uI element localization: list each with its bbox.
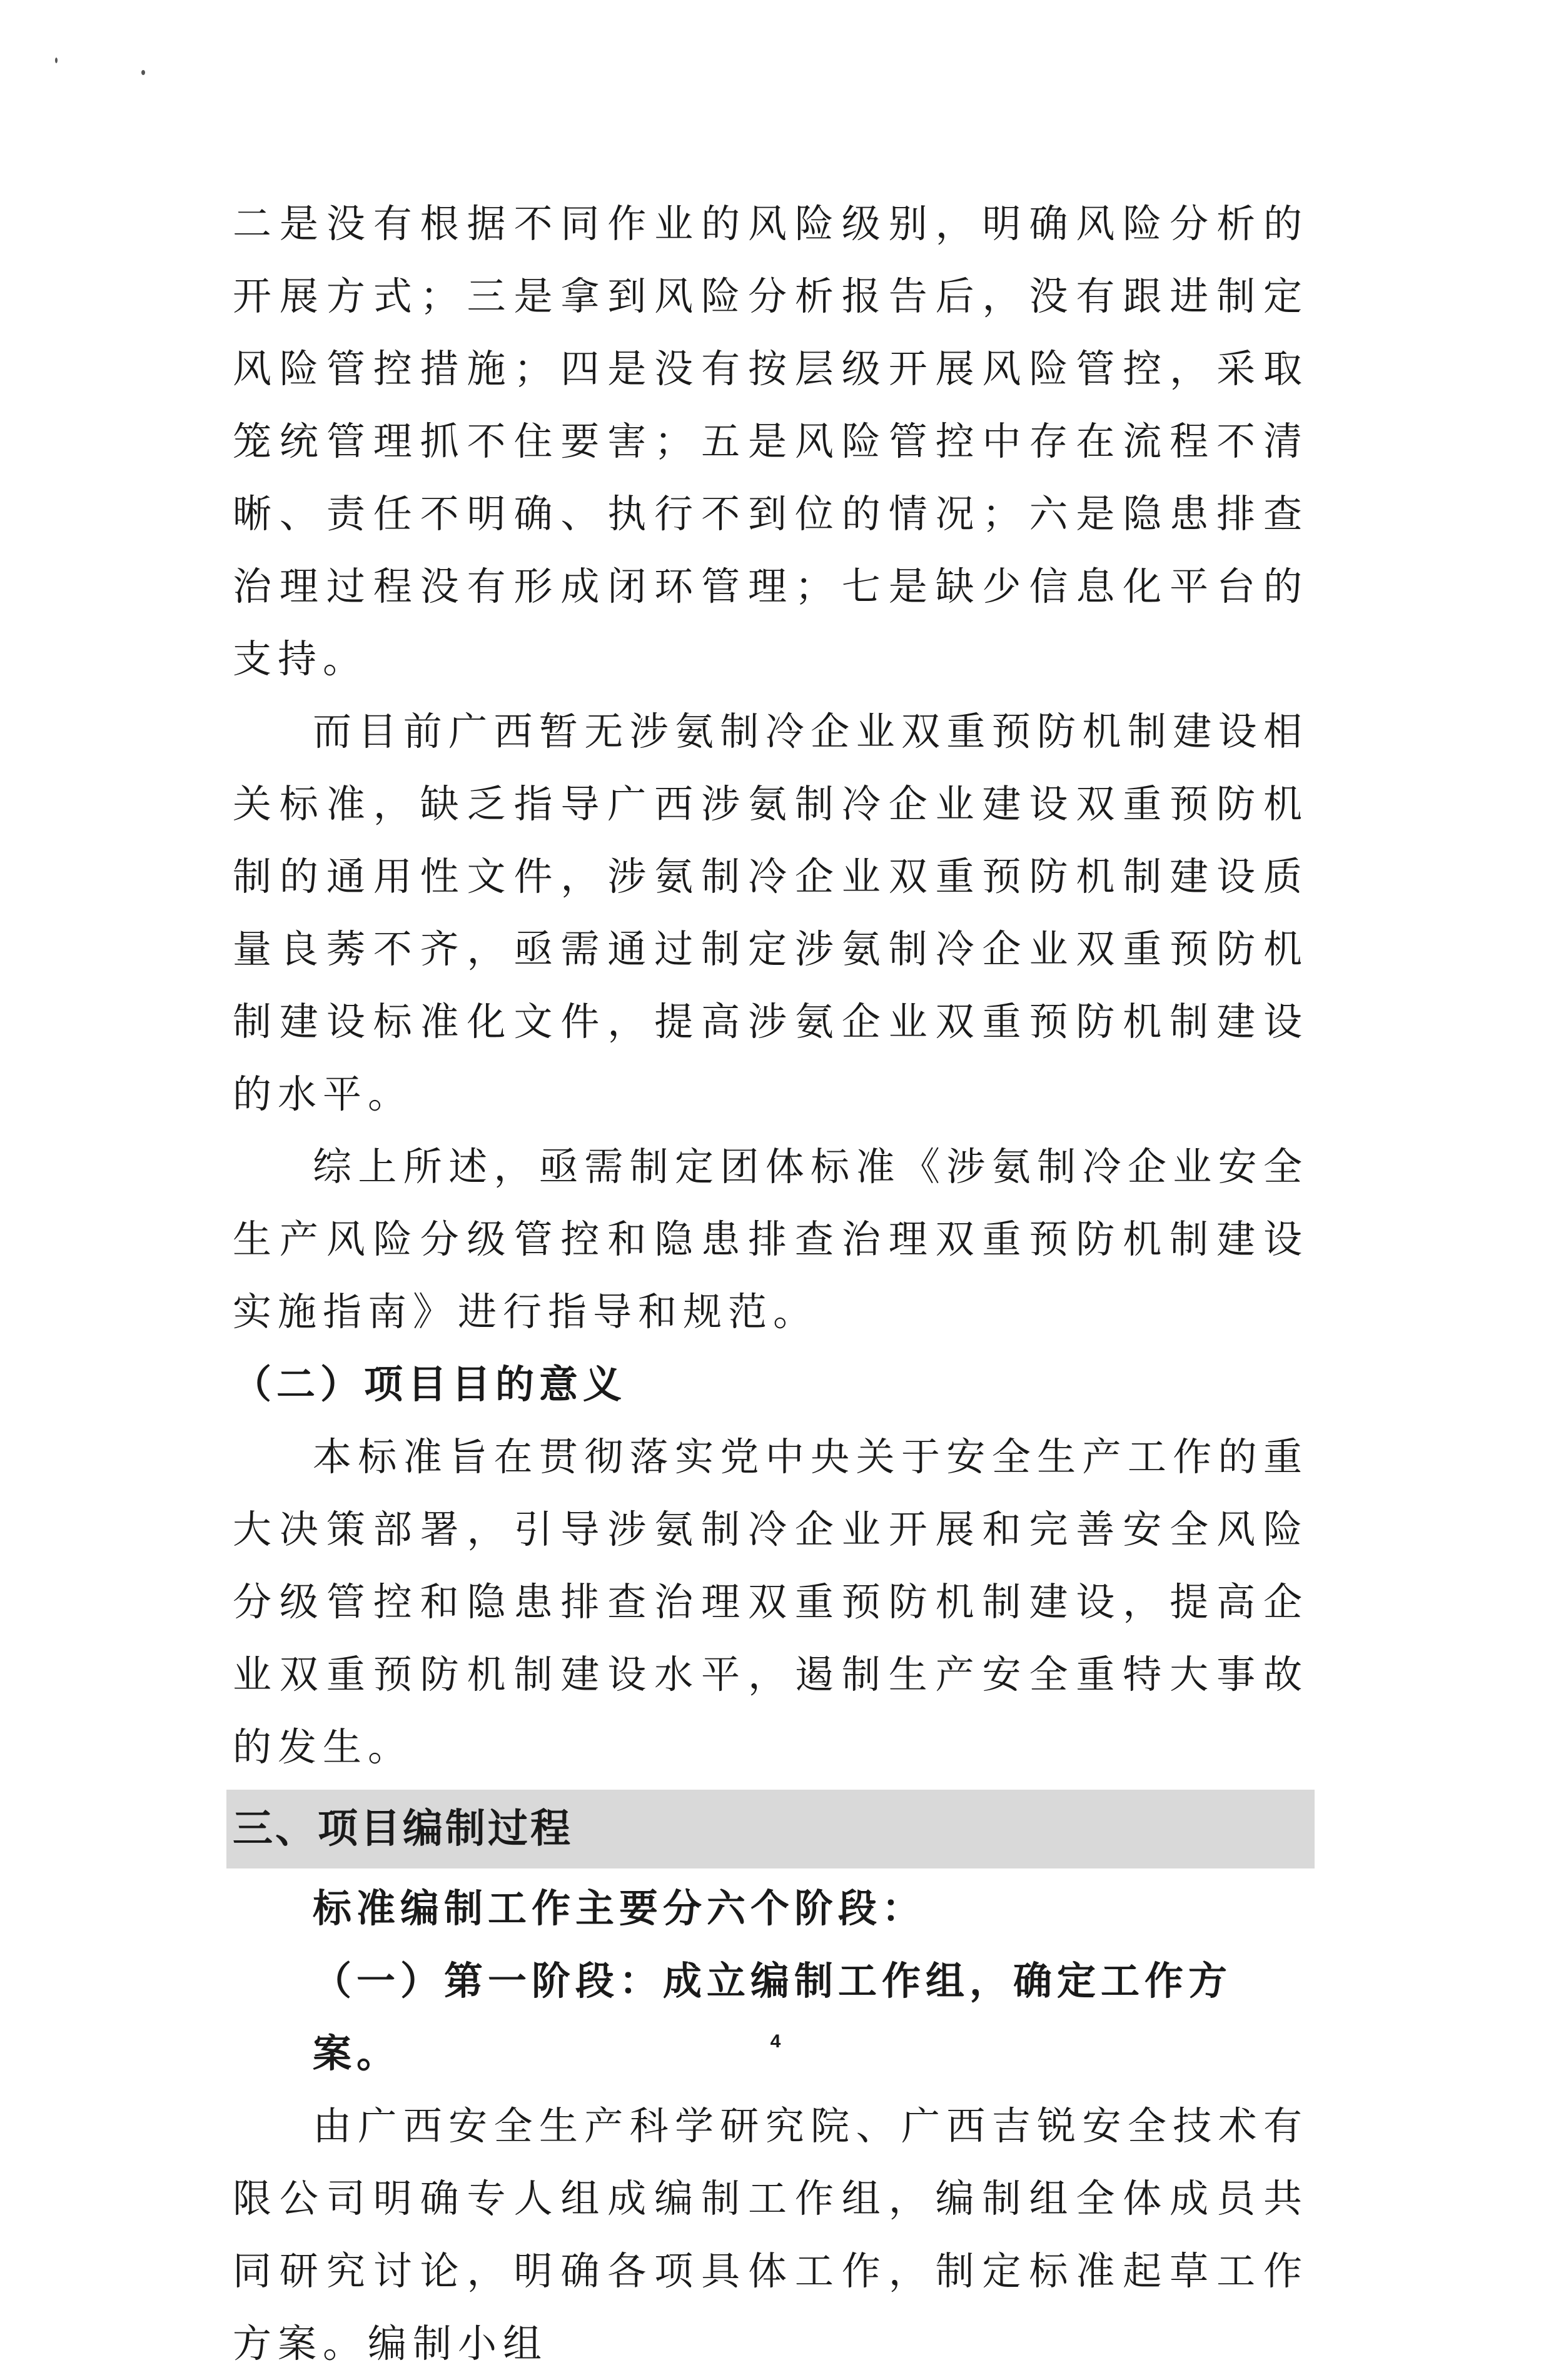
stage-1-heading: （一）第一阶段：成立编制工作组，确定工作方案。 (313, 1958, 1233, 2076)
paragraph-standard-gap: 而目前广西暂无涉氨制冷企业双重预防机制建设相关标准，缺乏指导广西涉氨制冷企业建设双重预防机制的通用性文件，涉氨制冷企业双重预防机制建设质量良莠不齐，亟需通过制定涉氨制冷企业双重预防机制建设标准化文件，提高涉氨企业双重预防机制建设的水平。 (233, 708, 1308, 1117)
section-heading-process: 三、项目编制过程 (226, 1790, 1315, 1868)
paragraph-stage-1: 由广西安全生产科学研究院、广西吉锐安全技术有限公司明确专人组成编制工作组，编制组全体成员共同研究讨论，明确各项具体工作，制定标准起草工作方案。编制小组 (233, 2103, 1308, 2366)
paragraph-purpose: 本标准旨在贯彻落实党中央关于安全生产工作的重大决策部署，引导涉氨制冷企业开展和完善安全风险分级管控和隐患排查治理双重预防机制建设，提高企业双重预防机制建设水平，遏制生产安全重特大事故的发生。 (233, 1434, 1308, 1770)
paragraph-problems: 二是没有根据不同作业的风险级别，明确风险分析的开展方式；三是拿到风险分析报告后，没有跟进制定风险管控措施；四是没有按层级开展风险管控，采取笼统管理抓不住要害；五是风险管控中存在流程不清晰、责任不明确、执行不到位的情况；六是隐患排查治理过程没有形成闭环管理；七是缺少信息化平台的支持。 (233, 201, 1308, 682)
paragraph-summary: 综上所述，亟需制定团体标准《涉氨制冷企业安全生产风险分级管控和隐患排查治理双重预防机制建设实施指南》进行指导和规范。 (233, 1144, 1308, 1334)
scan-speck (141, 70, 145, 75)
stages-intro: 标准编制工作主要分六个阶段： (313, 1885, 926, 1931)
subsection-heading-purpose: （二）项目目的意义 (233, 1361, 627, 1407)
scan-speck (55, 58, 58, 63)
page-number: 4 (770, 2031, 781, 2052)
